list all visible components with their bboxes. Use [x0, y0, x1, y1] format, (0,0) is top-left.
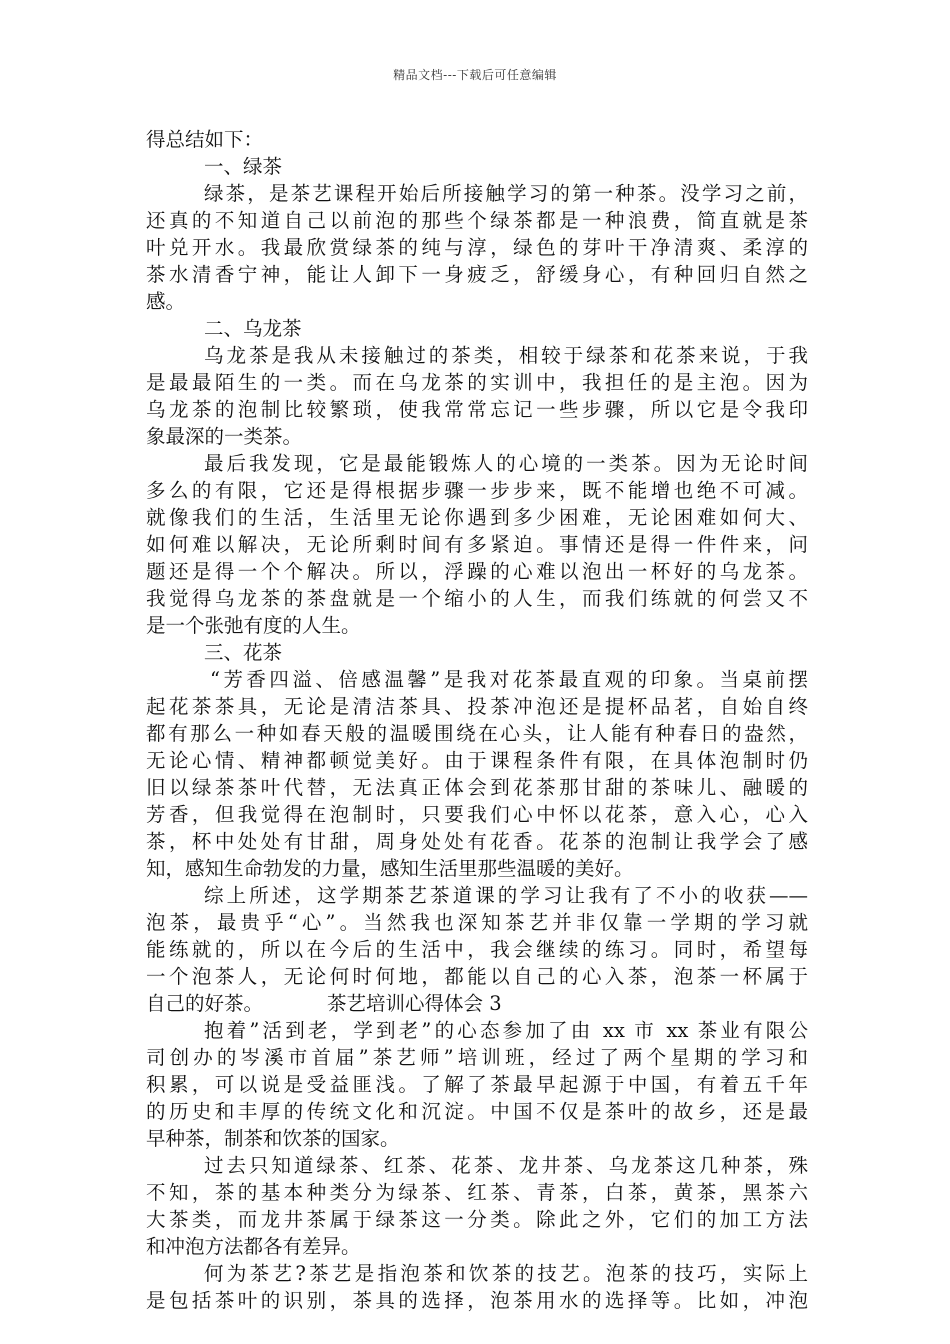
text-line: 积累，可以说是受益匪浅。了解了茶最早起源于中国，有着五千年	[146, 1073, 808, 1096]
text-line: 二、乌龙茶	[204, 317, 302, 340]
document-body	[146, 126, 808, 1314]
text-line: 多么的有限，它还是得根据步骤一步步来，既不能增也绝不可减。	[146, 479, 808, 502]
text-line: 得总结如下：	[146, 128, 264, 151]
text-line: 乌龙茶是我从未接触过的茶类，相较于绿茶和花茶来说，于我	[204, 344, 808, 367]
text-line: 泡茶，最贵乎“心”。当然我也深知茶艺并非仅靠一学期的学习就	[146, 911, 808, 934]
text-line: 综上所述，这学期茶艺茶道课的学习让我有了不小的收获——	[204, 884, 808, 907]
text-line: 最后我发现，它是最能锻炼人的心境的一类茶。因为无论时间	[204, 452, 808, 475]
text-line: 能练就的，所以在今后的生活中，我会继续的练习。同时，希望每	[146, 938, 808, 961]
text-line: 都有那么一种如春天般的温暖围绕在心头，让人能有种春日的盎然，	[146, 722, 808, 745]
text-line: 司创办的岑溪市首届”茶艺师”培训班，经过了两个星期的学习和	[146, 1046, 808, 1069]
page-header: 精品文档---下载后可任意编辑	[393, 68, 557, 82]
text-line: 茶，杯中处处有甘甜，周身处处有花香。花茶的泡制让我学会了感	[146, 830, 808, 853]
text-line: 我觉得乌龙茶的茶盘就是一个缩小的人生，而我们练就的何尝又不	[146, 587, 808, 610]
text-line: 早种茶，制茶和饮茶的国家。	[146, 1127, 400, 1150]
text-line: 是包括茶叶的识别，茶具的选择，泡茶用水的选择等。比如，冲泡	[146, 1289, 808, 1312]
text-line: “芳香四溢、倍感温馨”是我对花茶最直观的印象。当桌前摆	[210, 668, 808, 691]
text-line: 旧以绿茶茶叶代替，无法真正体会到花茶那甘甜的茶味儿、融暖的	[146, 776, 808, 799]
text-line: 无论心情、精神都顿觉美好。由于课程条件有限，在具体泡制时仍	[146, 749, 808, 772]
text-line: 是一个张弛有度的人生。	[146, 614, 361, 637]
text-line: 芳香，但我觉得在泡制时，只要我们心中怀以花茶，意入心，心入	[146, 803, 808, 826]
text-line: 茶水清香宁神，能让人卸下一身疲乏，舒缓身心，有种回归自然之	[146, 263, 808, 286]
text-line: 题还是得一个个解决。所以，浮躁的心难以泡出一杯好的乌龙茶。	[146, 560, 808, 583]
text-line: 抱着”活到老，学到老”的心态参加了由 xx 市 xx 茶业有限公	[204, 1019, 808, 1042]
text-line: 还真的不知道自己以前泡的那些个绿茶都是一种浪费，简直就是茶	[146, 209, 808, 232]
text-line: 象最深的一类茶。	[146, 425, 303, 448]
text-line: 何为茶艺?茶艺是指泡茶和饮茶的技艺。泡茶的技巧，实际上	[204, 1262, 808, 1285]
text-line: 感。	[146, 290, 186, 313]
text-line: 一个泡茶人，无论何时何地，都能以自己的心入茶，泡茶一杯属于	[146, 965, 808, 988]
text-line: 起花茶茶具，无论是清洁茶具、投茶冲泡还是提杯品茗，自始自终	[146, 695, 808, 718]
text-line: 绿茶，是茶艺课程开始后所接触学习的第一种茶。没学习之前，	[204, 182, 808, 205]
text-line: 就像我们的生活，生活里无论你遇到多少困难，无论困难如何大、	[146, 506, 808, 529]
section-title: 茶艺培训心得体会 3	[327, 992, 502, 1015]
text-line: 一、绿茶	[204, 155, 283, 178]
text-line: 的历史和丰厚的传统文化和沉淀。中国不仅是茶叶的故乡，还是最	[146, 1100, 808, 1123]
text-line: 是最最陌生的一类。而在乌龙茶的实训中，我担任的是主泡。因为	[146, 371, 808, 394]
text-line	[146, 990, 808, 1017]
text-line: 乌龙茶的泡制比较繁琐，使我常常忘记一些步骤，所以它是令我印	[146, 398, 808, 421]
text-line: 叶兑开水。我最欣赏绿茶的纯与淳，绿色的芽叶干净清爽、柔淳的	[146, 236, 808, 259]
text-line: 如何难以解决，无论所剩时间有多紧迫。事情还是得一件件来，问	[146, 533, 808, 556]
text-line: 过去只知道绿茶、红茶、花茶、龙井茶、乌龙茶这几种茶，殊	[204, 1154, 808, 1177]
text-line: 三、花茶	[204, 641, 283, 664]
text-line: 知，感知生命勃发的力量，感知生活里那些温暖的美好。	[146, 857, 634, 880]
text-line: 和冲泡方法都各有差异。	[146, 1235, 361, 1258]
text-line: 不知，茶的基本种类分为绿茶、红茶、青茶，白茶，黄茶，黑茶六	[146, 1181, 808, 1204]
text-line: 大茶类，而龙井茶属于绿茶这一分类。除此之外，它们的加工方法	[146, 1208, 808, 1231]
text-line-segment: 自己的好茶。	[146, 992, 264, 1015]
